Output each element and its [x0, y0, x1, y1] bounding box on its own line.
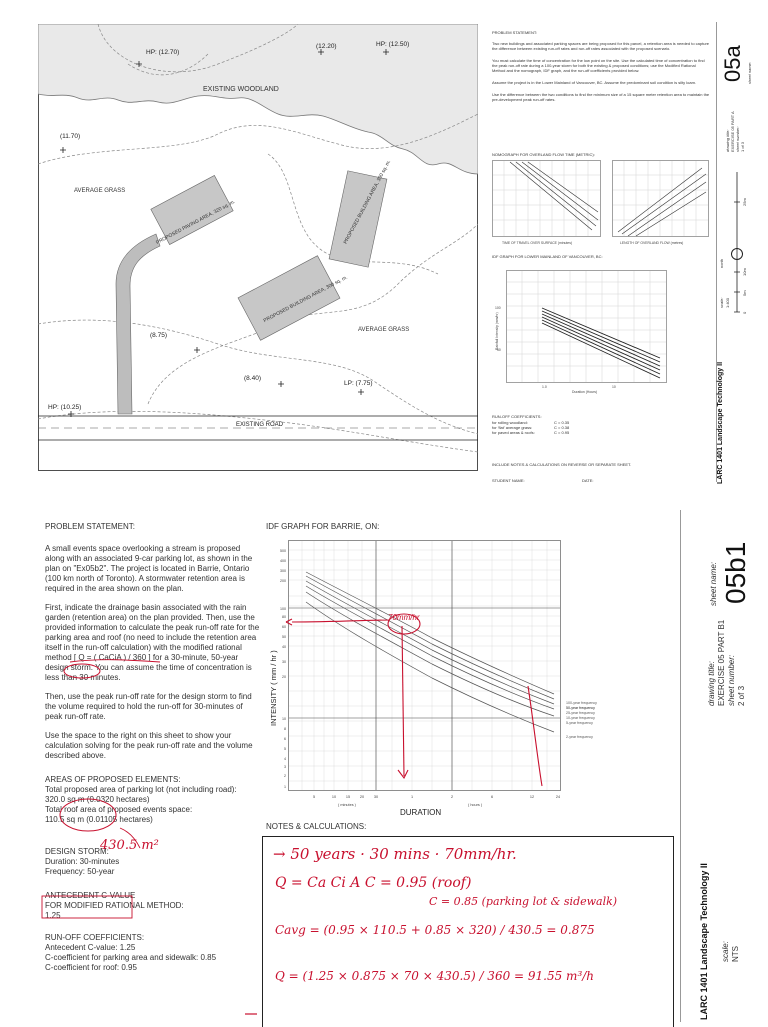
tb-a-drawing-title-label: drawing title:	[725, 129, 730, 152]
label-1220: (12.20)	[316, 43, 337, 50]
idf-b-xtick-0: 5	[312, 795, 316, 799]
tb-a-drawing-title: EXERCISE 05 PART A	[730, 111, 735, 152]
handwritten-line-1: → 50 years · 30 mins · 70mm/hr.	[273, 845, 517, 863]
idf-b-minutes: ( minutes )	[338, 803, 356, 807]
idf-b-xtick-7: 6	[490, 795, 494, 799]
idf-a-tick-0: 100	[495, 306, 501, 310]
label-1170: (11.70)	[60, 133, 81, 140]
idf-b-xtick-5: 1	[410, 795, 414, 799]
nomograph-title: NOMOGRAPH FOR OVERLAND FLOW TIME (METRIC):	[492, 152, 595, 157]
runoff-a-value-0: C = 0.35	[554, 420, 570, 425]
label-hp-1270: HP: (12.70)	[146, 49, 180, 56]
idf-b-ytick-15: 4	[284, 757, 286, 761]
tb-b-sheet-name: 05b1	[720, 541, 751, 604]
tb-a-scale-tick-3: 25m	[742, 198, 747, 206]
label-hp-1025: HP: (10.25)	[48, 404, 82, 411]
coef-l1: Antecedent C-value: 1.25	[45, 943, 136, 952]
label-lp-775: LP: (7.75)	[344, 380, 373, 387]
idf-b-legend-2: 25-year frequency	[566, 711, 595, 715]
idf-b-ytick-17: 2	[284, 774, 286, 778]
tb-b-scale: NTS	[731, 946, 740, 962]
idf-b-ytick-13: 6	[284, 737, 286, 741]
tb-b-sheet-number-label: sheet number:	[727, 654, 736, 706]
notes-box	[262, 836, 674, 1027]
runoff-a-label-0: for rolling woodland:	[492, 420, 528, 425]
idf-a-ylabel: Rainfall Intensity (mm/hr)	[495, 312, 499, 350]
idf-b-xtick-4: 30	[373, 795, 379, 799]
ante-title: ANTECEDENT C-VALUE	[45, 891, 136, 900]
idf-b-ytick-11: 10	[282, 717, 286, 721]
label-proposed-building-2: PROPOSED BUILDING AREA, 300 sq. m.	[262, 274, 349, 325]
idf-b-ytick-4: 100	[280, 607, 286, 611]
idf-b-xtick-2: 15	[345, 795, 351, 799]
idf-b-ytick-14: 5	[284, 747, 286, 751]
handwritten-idf-note: 70mm/hr	[388, 613, 420, 622]
idf-b-xtick-6: 2	[450, 795, 454, 799]
runoff-a-value-2: C = 0.95	[554, 430, 570, 435]
idf-a-tick-1: 50	[497, 348, 501, 352]
student-name: STUDENT NAME:	[492, 478, 525, 483]
runoff-a-label-2: for paved areas & roofs:	[492, 430, 535, 435]
nomo-axis-right: LENGTH OF OVERLAND FLOW (metres)	[620, 241, 684, 245]
sheet-b-problem-p2: First, indicate the drainage basin associated with the rain garden (retention area) on the plan provided. Then, use the provided information to calculate the peak run-off rate for the parking area and roof (no need to include the retention area itself in the run-off calculation) with the modified rational method [ Q = ( CaCiA ) / 360 ] for a 30-minute, 50-year design storm. You can assume the time of concentration is less than 30 minutes.	[45, 603, 260, 682]
idf-a-tick-3: 1.0	[542, 385, 547, 389]
idf-b-legend-3: 10-year frequency	[566, 716, 595, 720]
tb-a-scale-tick-1: 5m	[742, 290, 747, 296]
idf-b-ylabel: INTENSITY ( mm / hr )	[269, 650, 278, 726]
design-l1: Duration: 30-minutes	[45, 857, 120, 866]
tb-b-sheet-number: 2 of 3	[737, 685, 746, 706]
handwritten-area-sum: 430.5 m²	[100, 838, 159, 853]
sheet-05b1	[0, 500, 768, 1024]
sheet-05a	[0, 0, 768, 490]
idf-b-ytick-10: 20	[282, 675, 286, 679]
sheet-a-problem-p1: Two new buildings and associated parking spaces are being proposed for this parcel, a retention area is needed to capture the difference between existing run-off rates and run-off rates associated with the proposed scenario.	[492, 41, 710, 51]
idf-b-xtick-1: 10	[331, 795, 337, 799]
idf-graph-a	[492, 262, 692, 396]
label-average-grass-2: AVERAGE GRASS	[358, 327, 410, 333]
label-875: (8.75)	[150, 332, 167, 339]
sheet-a-problem-p4: Use the difference between the two conditions to find the minimum size of a 15 square meter retention area to maintain the pre-development peak run-off rates.	[492, 92, 710, 102]
label-existing-road: EXISTING ROAD	[236, 422, 284, 428]
tb-b-drawing-title-label: drawing title:	[707, 661, 716, 706]
label-existing-woodland: EXISTING WOODLAND	[203, 86, 279, 93]
idf-b-ytick-8: 40	[282, 645, 286, 649]
idf-b-ytick-9: 30	[282, 660, 286, 664]
tb-a-scale-tick-0: 0	[742, 311, 747, 314]
idf-b-legend-4: 5-year frequency	[566, 721, 593, 725]
idf-a-title: IDF GRAPH FOR LOWER MAINLAND OF VANCOUVER, BC:	[492, 254, 603, 259]
idf-b-ytick-1: 400	[280, 559, 286, 563]
idf-b-legend-0: 100-year frequency	[566, 701, 597, 705]
design-l2: Frequency: 50-year	[45, 867, 115, 876]
tb-b-drawing-title: EXERCISE 05 PART B1	[717, 619, 726, 706]
idf-b-ytick-2: 300	[280, 569, 286, 573]
runoff-a-value-1: C = 0.38	[554, 425, 570, 430]
north-arrow-icon	[731, 248, 743, 260]
handwritten-line-3: C = 0.85 (parking lot & sidewalk)	[429, 895, 618, 908]
sheet-a-problem-p2: You must calculate the time of concentration for the low point on the site. Use the calculated time of concentration to find the peak run-off rate during a 100-year storm for both the existing & proposed conditions; use the Modified Rational Method and the nomograph, IDF graph, and the run-off coefficients provided below.	[492, 58, 705, 73]
tb-a-north: north	[719, 258, 724, 268]
runoff-a-title: RUN-OFF COEFFICIENTS:	[492, 414, 542, 419]
notes-title: NOTES & CALCULATIONS:	[266, 822, 367, 831]
idf-b-legend-5: 2-year frequency	[566, 735, 593, 739]
areas-l2: 320.0 sq m (0.0320 hectares)	[45, 795, 150, 804]
tb-a-course: LARC 1401 Landscape Technology II	[717, 361, 724, 484]
sheet-a-problem-title: PROBLEM STATEMENT:	[492, 30, 537, 35]
idf-b-legend-1: 50-year frequency	[566, 706, 595, 710]
areas-l4: 110.5 sq m (0.01105 hectares)	[45, 815, 153, 824]
idf-graph-barrie	[262, 536, 606, 818]
label-proposed-building-1: PROPOSED BUILDING AREA, 300 sq. m.	[342, 159, 393, 246]
sheet-b-problem-p4: Use the space to the right on this sheet to show your calculation solving for the peak run-off rate and the volume described above.	[45, 731, 253, 760]
coef-l2: C-coefficient for parking area and sidewalk: 0.85	[45, 953, 217, 962]
handwritten-line-5: Q = (1.25 × 0.875 × 70 × 430.5) / 360 = 91.55 m³/h	[275, 969, 595, 983]
handwritten-line-2: Q = Ca Ci A C = 0.95 (roof)	[275, 875, 472, 891]
tb-a-sheet-number: 1 of 3	[740, 141, 745, 152]
handwritten-marks-left	[40, 600, 270, 1024]
tb-b-scale-label: scale:	[721, 941, 730, 962]
areas-title: AREAS OF PROPOSED ELEMENTS:	[45, 775, 181, 784]
label-proposed-paving: PROPOSED PAVING AREA, 320 sq. m.	[155, 199, 237, 246]
include-notes: INCLUDE NOTES & CALCULATIONS ON REVERSE OR SEPARATE SHEET.	[492, 462, 632, 467]
runoff-a-label-1: for 'flat' average grass:	[492, 425, 533, 430]
tb-b-course: LARC 1401 Landscape Technology II	[699, 863, 709, 1020]
idf-b-ytick-0: 500	[280, 549, 286, 553]
idf-a-tick-2: 10	[612, 385, 616, 389]
ante-l1: FOR MODIFIED RATIONAL METHOD:	[45, 901, 184, 910]
handwritten-line-4: Cavg = (0.95 × 110.5 + 0.85 × 320) / 430.5 = 0.875	[275, 923, 595, 937]
tb-a-sheet-name: 05a	[720, 45, 745, 82]
ante-l2: 1.25	[45, 911, 61, 920]
idf-b-ytick-16: 3	[284, 765, 286, 769]
tb-a-scale-label: scale:	[719, 297, 724, 308]
idf-b-xtick-9: 24	[555, 795, 561, 799]
idf-b-ytick-12: 8	[284, 727, 286, 731]
label-average-grass-1: AVERAGE GRASS	[74, 188, 126, 194]
design-title: DESIGN STORM:	[45, 847, 109, 856]
label-840: (8.40)	[244, 375, 261, 382]
tb-a-sheet-name-label: sheet name:	[747, 61, 752, 84]
date-label: DATE:	[582, 478, 594, 483]
idf-b-ytick-5: 80	[282, 615, 286, 619]
tb-a-scale: 1:400	[725, 297, 730, 308]
idf-a-xlabel: Duration (Hours)	[572, 390, 598, 394]
idf-b-ytick-18: 1	[284, 785, 286, 789]
areas-l3: Total roof area of proposed events space:	[45, 805, 193, 814]
label-hp-1250: HP: (12.50)	[376, 41, 410, 48]
tb-a-scale-bar	[733, 162, 759, 322]
idf-b-hours: ( hours )	[468, 803, 483, 807]
sheet-b-problem-p3: Then, use the peak run-off rate for the design storm to find the volume required to hold the run-off for 30-minutes of peak run-off rate.	[45, 692, 252, 721]
tb-a-scale-tick-2: 10m	[742, 268, 747, 276]
nomograph	[492, 160, 710, 248]
site-plan	[38, 24, 478, 472]
proposed-building-2	[238, 256, 340, 341]
sheet-b-problem-p1: A small events space overlooking a stream is proposed along with an associated 9-car parking lot, as shown in the plan on "Ex05b2". The project is located in Barrie, Ontario (100 km north of Toronto). A stormwater retention area is required in the area shown on the plan.	[45, 544, 253, 593]
idf-b-ytick-3: 200	[280, 579, 286, 583]
sheet-b-problem-title: PROBLEM STATEMENT:	[45, 522, 135, 531]
coef-title: RUN-OFF COEFFICIENTS:	[45, 933, 145, 942]
title-block-b	[680, 510, 761, 1022]
nomo-axis-left: TIME OF TRAVEL OVER SURFACE (minutes)	[502, 241, 573, 245]
idf-b-xtick-8: 12	[529, 795, 535, 799]
title-block-a	[716, 22, 761, 482]
idf-b-ytick-6: 60	[282, 625, 286, 629]
tb-b-sheet-name-label: sheet name:	[709, 561, 718, 606]
areas-l1: Total proposed area of parking lot (not including road):	[45, 785, 237, 794]
coef-l3: C-coefficient for roof: 0.95	[45, 963, 137, 972]
idf-b-title: IDF GRAPH FOR BARRIE, ON:	[266, 522, 380, 531]
tb-a-sheet-number-label: sheet number:	[735, 126, 740, 152]
idf-b-xlabel: DURATION	[400, 808, 442, 817]
sheet-a-problem-p3: Assume the project is in the Lower Mainland of Vancouver, BC. Assume the predominant soil condition is silty loam.	[492, 80, 697, 85]
idf-b-ytick-7: 50	[282, 635, 286, 639]
idf-b-xtick-3: 20	[359, 795, 365, 799]
